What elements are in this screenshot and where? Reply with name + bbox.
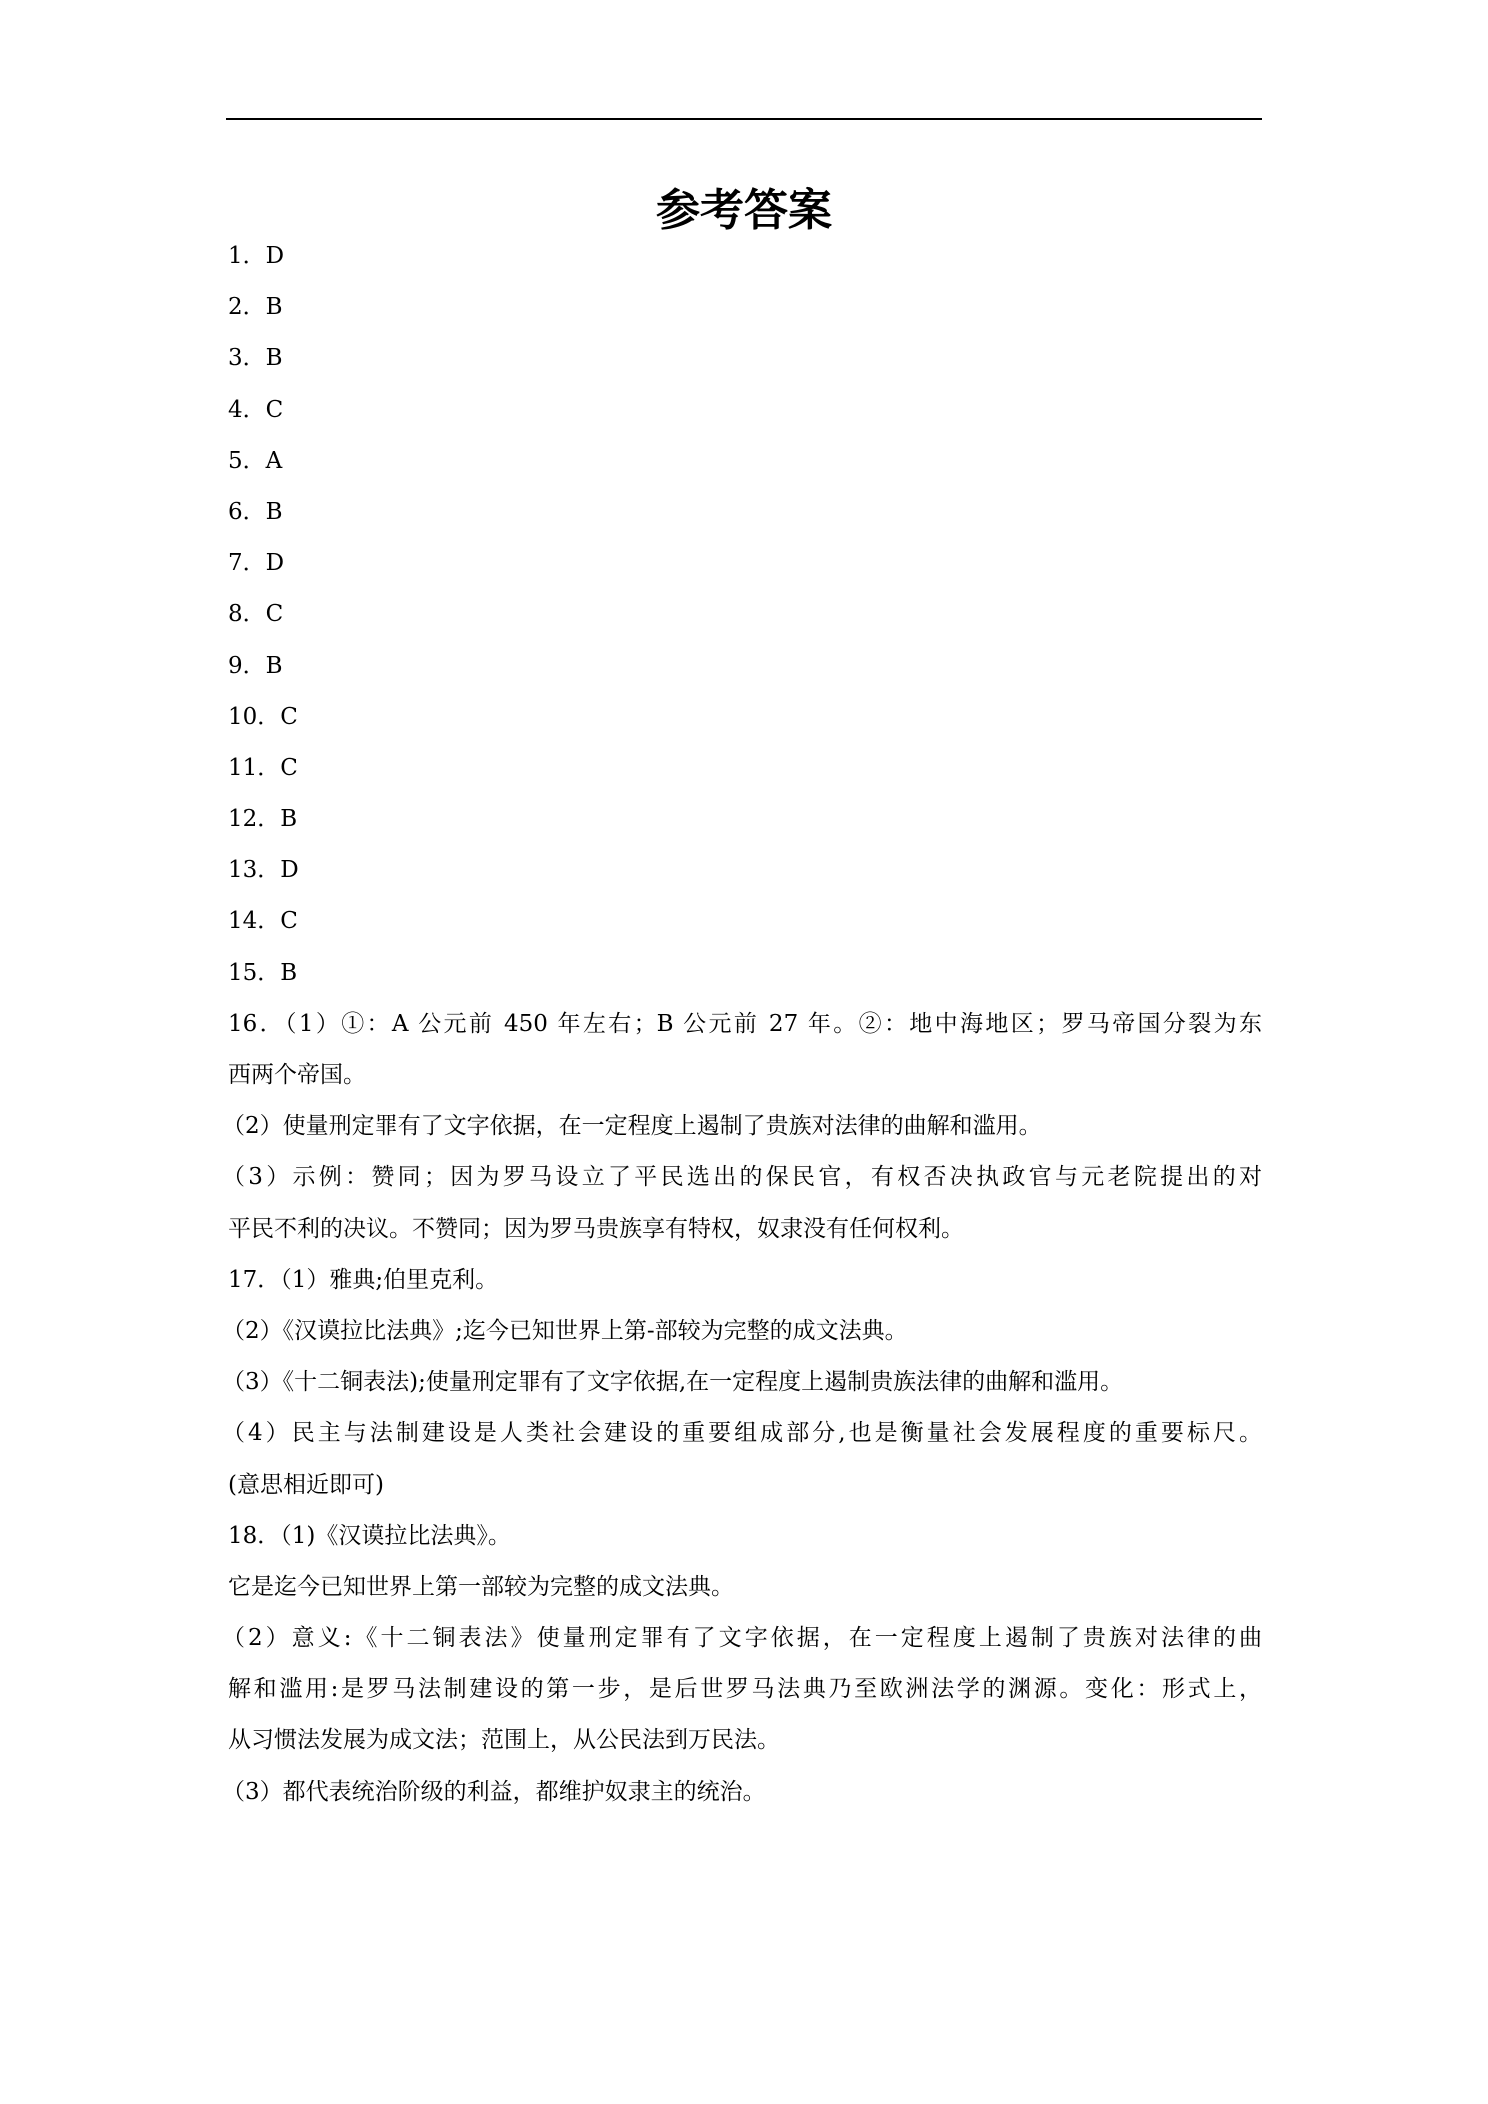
answer-item-12: 12．B	[228, 806, 298, 833]
q17-line-2: （2）《汉谟拉比法典》;迄今已知世界上第-部较为完整的成文法典。	[222, 1317, 908, 1344]
q17-line-3: （3）《十二铜表法);使量刑定罪有了文字依据,在一定程度上遏制贵族法律的曲解和滥用。	[222, 1369, 1124, 1396]
answer-item-2: 2．B	[228, 294, 283, 321]
q18-line-1: 18．（1)《汉谟拉比法典》。	[228, 1522, 511, 1549]
answer-item-5: 5．A	[228, 447, 283, 474]
answer-item-8: 8．C	[228, 601, 284, 628]
answer-item-1: 1．D	[228, 243, 285, 269]
page-title: 参考答案	[656, 185, 832, 236]
q18-line-3: （2）意义:《十二铜表法》使量刑定罪有了文字依据，在一定程度上遏制了贵族对法律的曲	[222, 1625, 1262, 1652]
answer-item-14: 14．C	[228, 908, 298, 935]
q16-line-1: 16．（1）①：A 公元前 450 年左右；B 公元前 27 年。②：地中海地区；罗马帝国分裂为东	[228, 1010, 1262, 1037]
q17-line-4: （4）民主与法制建设是人类社会建设的重要组成部分,也是衡量社会发展程度的重要标尺。	[222, 1420, 1262, 1447]
q16-line-3: （2）使量刑定罪有了文字依据，在一定程度上遏制了贵族对法律的曲解和滥用。	[222, 1113, 1042, 1140]
answer-item-11: 11．C	[228, 754, 298, 781]
q17-line-5: (意思相近即可)	[228, 1471, 384, 1498]
q17-line-1: 17．（1）雅典;伯里克利。	[228, 1266, 499, 1293]
answer-item-3: 3．B	[228, 345, 283, 372]
q18-line-5: 从习惯法发展为成文法；范围上，从公民法到万民法。	[228, 1727, 780, 1754]
answer-list	[222, 231, 1262, 1818]
answer-item-13: 13．D	[228, 857, 299, 884]
answer-item-10: 10．C	[228, 703, 298, 730]
answer-item-6: 6．B	[228, 498, 283, 525]
answer-item-15: 15．B	[228, 959, 298, 986]
q18-line-4: 解和滥用:是罗马法制建设的第一步，是后世罗马法典乃至欧洲法学的渊源。变化：形式上，	[228, 1676, 1262, 1703]
header-rule	[226, 118, 1262, 120]
q18-line-6: （3）都代表统治阶级的利益，都维护奴隶主的统治。	[222, 1778, 766, 1805]
q16-line-5: 平民不利的决议。不赞同；因为罗马贵族享有特权，奴隶没有任何权利。	[228, 1215, 964, 1242]
answer-item-7: 7．D	[228, 550, 285, 577]
answer-item-4: 4．C	[228, 396, 284, 423]
answer-item-9: 9．B	[228, 652, 283, 679]
q18-line-2: 它是迄今已知世界上第一部较为完整的成文法典。	[228, 1573, 734, 1600]
q16-line-4: （3）示例：赞同；因为罗马设立了平民选出的保民官，有权否决执政官与元老院提出的对	[222, 1164, 1262, 1191]
q16-line-2: 西两个帝国。	[228, 1062, 366, 1088]
